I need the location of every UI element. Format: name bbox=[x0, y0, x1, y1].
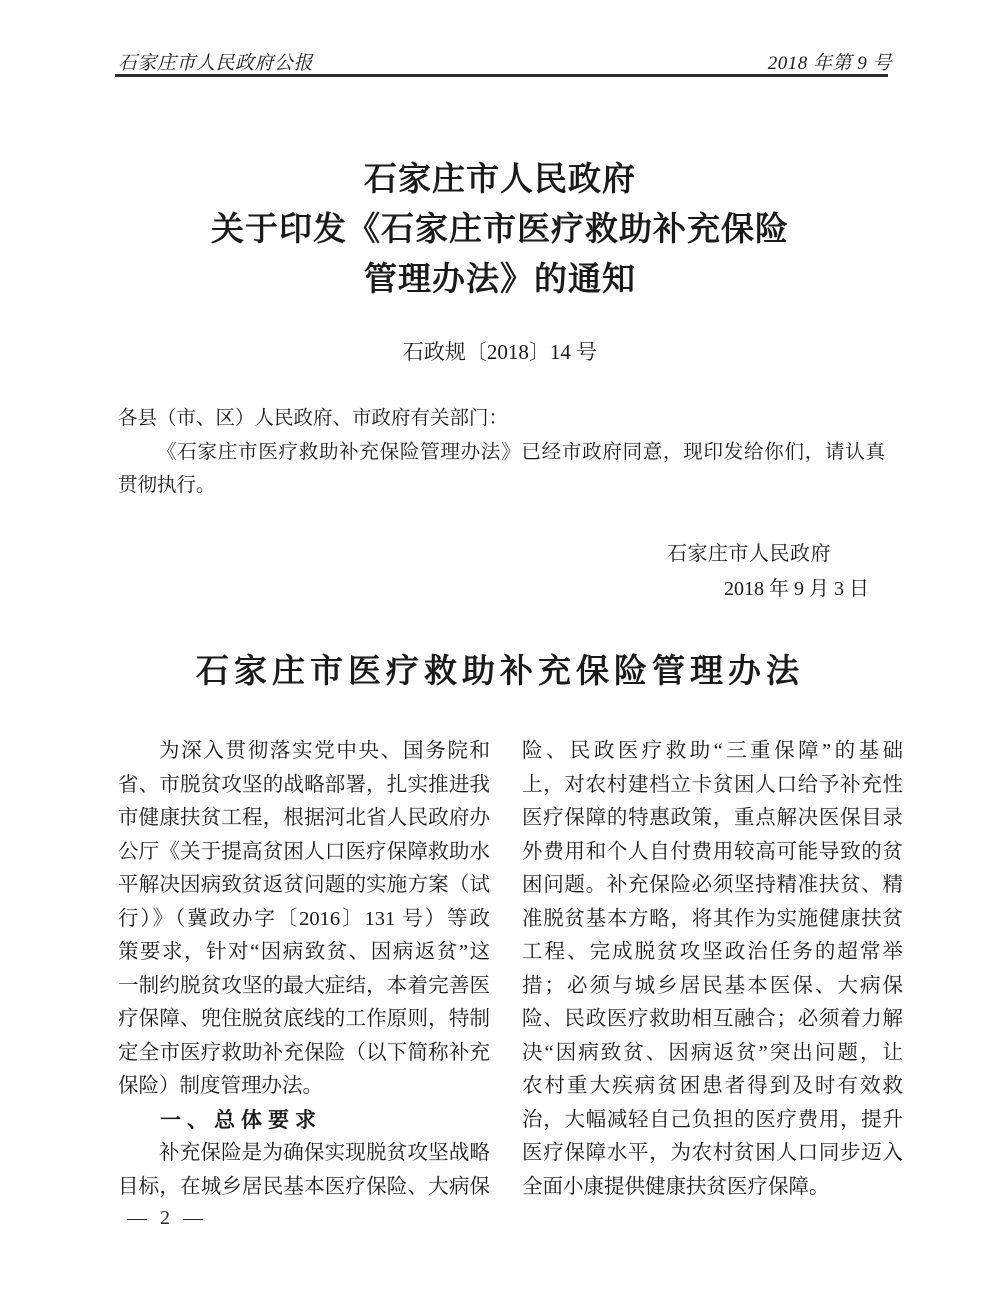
publication-title: 石家庄市人民政府公报 bbox=[118, 53, 314, 74]
text-line: 措；必须与城乡居民基本医保、大病保 bbox=[522, 974, 903, 997]
text-line: 补充保险是为确保实现脱贫攻坚战略 bbox=[159, 1142, 490, 1164]
text-line: 行）》（冀政办字〔2016〕131 号）等政 bbox=[118, 907, 490, 930]
text-line: 全面小康提供健康扶贫医疗保障。 bbox=[522, 1175, 830, 1198]
text-line: 目标，在城乡居民基本医疗保险、大病保 bbox=[118, 1175, 490, 1198]
issue-number: 2018 年第 9 号 bbox=[767, 53, 892, 74]
text-line: 医疗保障水平，为农村贫困人口同步迈入 bbox=[522, 1142, 903, 1164]
signature-date: 2018 年 9 月 3 日 bbox=[724, 578, 869, 600]
notice-paragraph-line-2: 贯彻执行。 bbox=[118, 475, 216, 496]
text-line: 工程、完成脱贫攻坚政治任务的超常举 bbox=[522, 941, 903, 963]
text-line: 平解决因病致贫返贫问题的实施方案（试 bbox=[118, 874, 490, 896]
header-rule bbox=[115, 74, 888, 77]
regulation-title: 石家庄市医疗救助补充保险管理办法 bbox=[196, 654, 804, 690]
salutation: 各县（市、区）人民政府、市政府有关部门： bbox=[118, 408, 509, 429]
text-line: 险、民政医疗救助相互融合；必须着力解 bbox=[522, 1008, 903, 1030]
document-number: 石政规〔2018〕14 号 bbox=[402, 340, 598, 364]
text-line: 保险）制度管理办法。 bbox=[118, 1075, 323, 1097]
text-line: 市健康扶贫工程，根据河北省人民政府办 bbox=[118, 807, 490, 829]
signature-org: 石家庄市人民政府 bbox=[667, 543, 831, 565]
notice-letter bbox=[118, 402, 885, 503]
text-line: 上，对农村建档立卡贫困人口给予补充性 bbox=[522, 773, 903, 796]
text-line: 治，大幅减轻自己负担的医疗费用，提升 bbox=[522, 1108, 903, 1131]
text-line: 为深入贯彻落实党中央、国务院和 bbox=[159, 740, 490, 762]
text-line: 定全市医疗救助补充保险（以下简称补充 bbox=[118, 1041, 490, 1064]
page-header bbox=[118, 48, 892, 75]
text-line: 公厅《关于提高贫困人口医疗保障救助水 bbox=[118, 840, 490, 863]
right-column bbox=[522, 735, 903, 1204]
left-column bbox=[118, 735, 490, 1204]
notice-title-line-1: 石家庄市人民政府 bbox=[364, 162, 636, 198]
text-line: 准脱贫基本方略，将其作为实施健康扶贫 bbox=[522, 907, 903, 930]
notice-title-line-3: 管理办法》的通知 bbox=[364, 262, 636, 298]
notice-paragraph-line-1: 《石家庄市医疗救助补充保险管理办法》已经市政府同意，现印发给你们，请认真 bbox=[157, 441, 885, 463]
text-line: 省、市脱贫攻坚的战略部署，扎实推进我 bbox=[118, 773, 490, 796]
notice-title bbox=[0, 155, 1000, 305]
page-number: — 2 — bbox=[127, 1207, 207, 1229]
text-line: 一制约脱贫攻坚的最大症结，本着完善医 bbox=[118, 974, 490, 997]
notice-title-line-2: 关于印发《石家庄市医疗救助补充保险 bbox=[211, 212, 789, 248]
text-line: 外费用和个人自付费用较高可能导致的贫 bbox=[522, 840, 903, 863]
section-heading: 一、总体要求 bbox=[160, 1108, 322, 1132]
text-line: 困问题。补充保险必须坚持精准扶贫、精 bbox=[522, 874, 903, 896]
text-line: 决“因病致贫、因病返贫”突出问题，让 bbox=[522, 1041, 903, 1064]
text-line: 医疗保障的特惠政策，重点解决医保目录 bbox=[522, 807, 903, 829]
text-line: 险、民政医疗救助“三重保障”的基础 bbox=[522, 740, 903, 762]
text-line: 策要求，针对“因病致贫、因病返贫”这 bbox=[118, 941, 490, 963]
text-line: 疗保障、兜住脱贫底线的工作原则，特制 bbox=[118, 1008, 490, 1030]
text-line: 农村重大疾病贫困患者得到及时有效救 bbox=[522, 1075, 903, 1097]
